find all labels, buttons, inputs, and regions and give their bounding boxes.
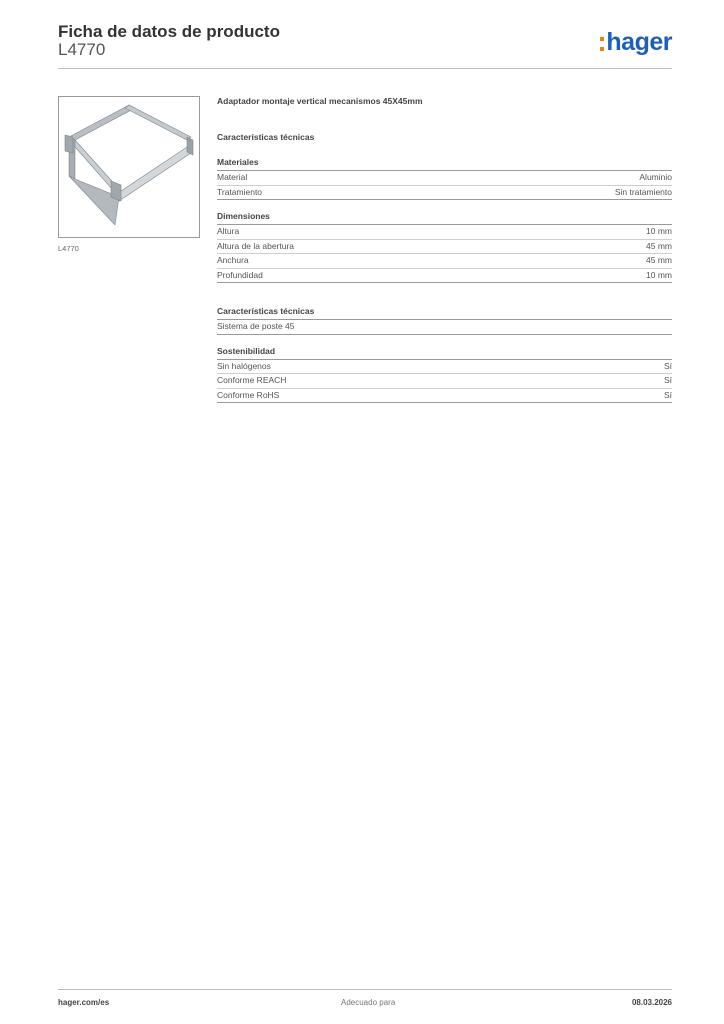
page-footer: [58, 998, 672, 1010]
row-value: 45 mm: [646, 240, 672, 251]
table-row: [217, 171, 672, 186]
row-label: Conforme RoHS: [217, 389, 280, 400]
image-caption: L4770: [58, 244, 79, 253]
product-reference: L4770: [58, 40, 106, 59]
product-frame-icon: [59, 97, 199, 237]
header-divider: [58, 68, 672, 69]
table-row: [217, 269, 672, 284]
row-label: Sistema de poste 45: [217, 321, 295, 331]
row-value: 10 mm: [646, 269, 672, 280]
section-title-tech: Características técnicas: [217, 132, 315, 142]
row-label: Altura: [217, 226, 240, 236]
row-value: Sí: [663, 375, 672, 385]
row-label: Tratamiento: [217, 186, 263, 197]
row-value: 10 mm: [646, 226, 672, 236]
row-label: Anchura: [217, 255, 249, 265]
section-title-tech-2: Características técnicas: [217, 306, 315, 316]
row-label: Material: [217, 172, 248, 182]
table-row: [217, 225, 672, 240]
table-row: [217, 240, 672, 255]
row-value: Sí: [663, 360, 672, 371]
hager-logo: [600, 28, 672, 57]
row-label: Altura de la abertura: [217, 240, 295, 251]
row-value: Sin tratamiento: [614, 186, 672, 197]
section-title-sostenibilidad: Sostenibilidad: [217, 345, 276, 356]
table-row: [217, 374, 672, 389]
table-row: [217, 320, 672, 335]
table-row: [217, 389, 672, 404]
footer-website-link[interactable]: hager.com/es: [58, 998, 110, 1007]
footer-divider: [58, 989, 672, 990]
row-value: Aluminio: [639, 172, 672, 182]
footer-center-text: Adecuado para: [341, 998, 396, 1007]
row-value: 45 mm: [646, 255, 672, 265]
document-title: Ficha de datos de producto: [58, 22, 280, 41]
logo-dots-icon: [600, 37, 604, 51]
table-row: [217, 186, 672, 201]
product-description: Adaptador montaje vertical mecanismos 45X45mm: [217, 96, 423, 106]
logo-text: hager: [606, 28, 672, 56]
row-value: Sí: [663, 389, 672, 400]
product-image: [58, 96, 200, 238]
page-header: [58, 20, 672, 70]
table-row: [217, 360, 672, 375]
table-row: [217, 254, 672, 269]
section-title-materiales: Materiales: [217, 157, 259, 167]
row-label: Sin halógenos: [217, 360, 271, 371]
row-label: Conforme REACH: [217, 375, 287, 385]
section-title-dimensiones: Dimensiones: [217, 211, 270, 221]
product-specs: [217, 96, 672, 403]
footer-date: 08.03.2026: [631, 998, 672, 1007]
row-label: Profundidad: [217, 269, 263, 280]
